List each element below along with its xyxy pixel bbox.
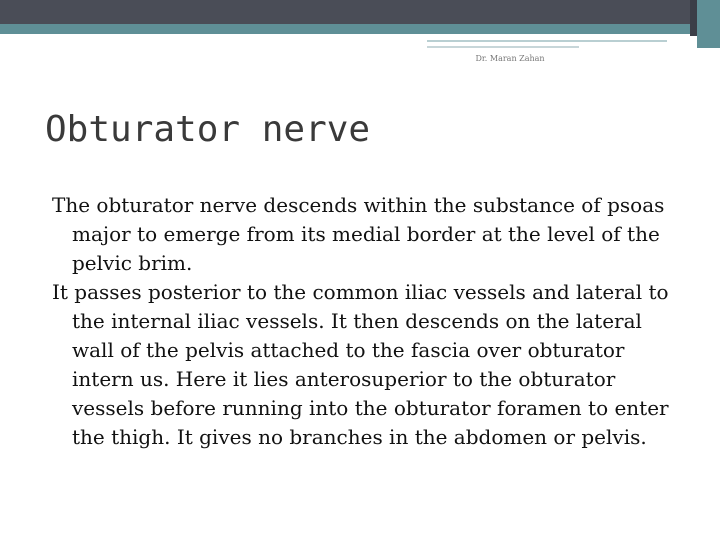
header-band [0,0,720,24]
paragraph-2: It passes posterior to the common iliac vessels and lateral to the internal iliac vessels. It then descends on the lateral wall of the pelvis attached to the fascia over obturator intern us. Here it lies anterosuperior to the obturator vessels before running into the obturator foramen to enter the thigh. It gives no branches in the abdomen or pelvis. [52,280,669,449]
corner-accent-block [697,0,720,48]
header-accent-band [0,24,720,34]
corner-dark-strip [690,0,697,36]
decorative-rule-top [427,40,667,42]
paragraph-1: The obturator nerve descends within the substance of psoas major to emerge from its medial border at the level of the pelvic brim. [52,193,665,275]
slide-title: Obturator nerve [45,109,371,150]
author-label: Dr. Maran Zahan [475,54,545,63]
slide-body [52,191,682,452]
decorative-rule-bottom [427,46,579,48]
